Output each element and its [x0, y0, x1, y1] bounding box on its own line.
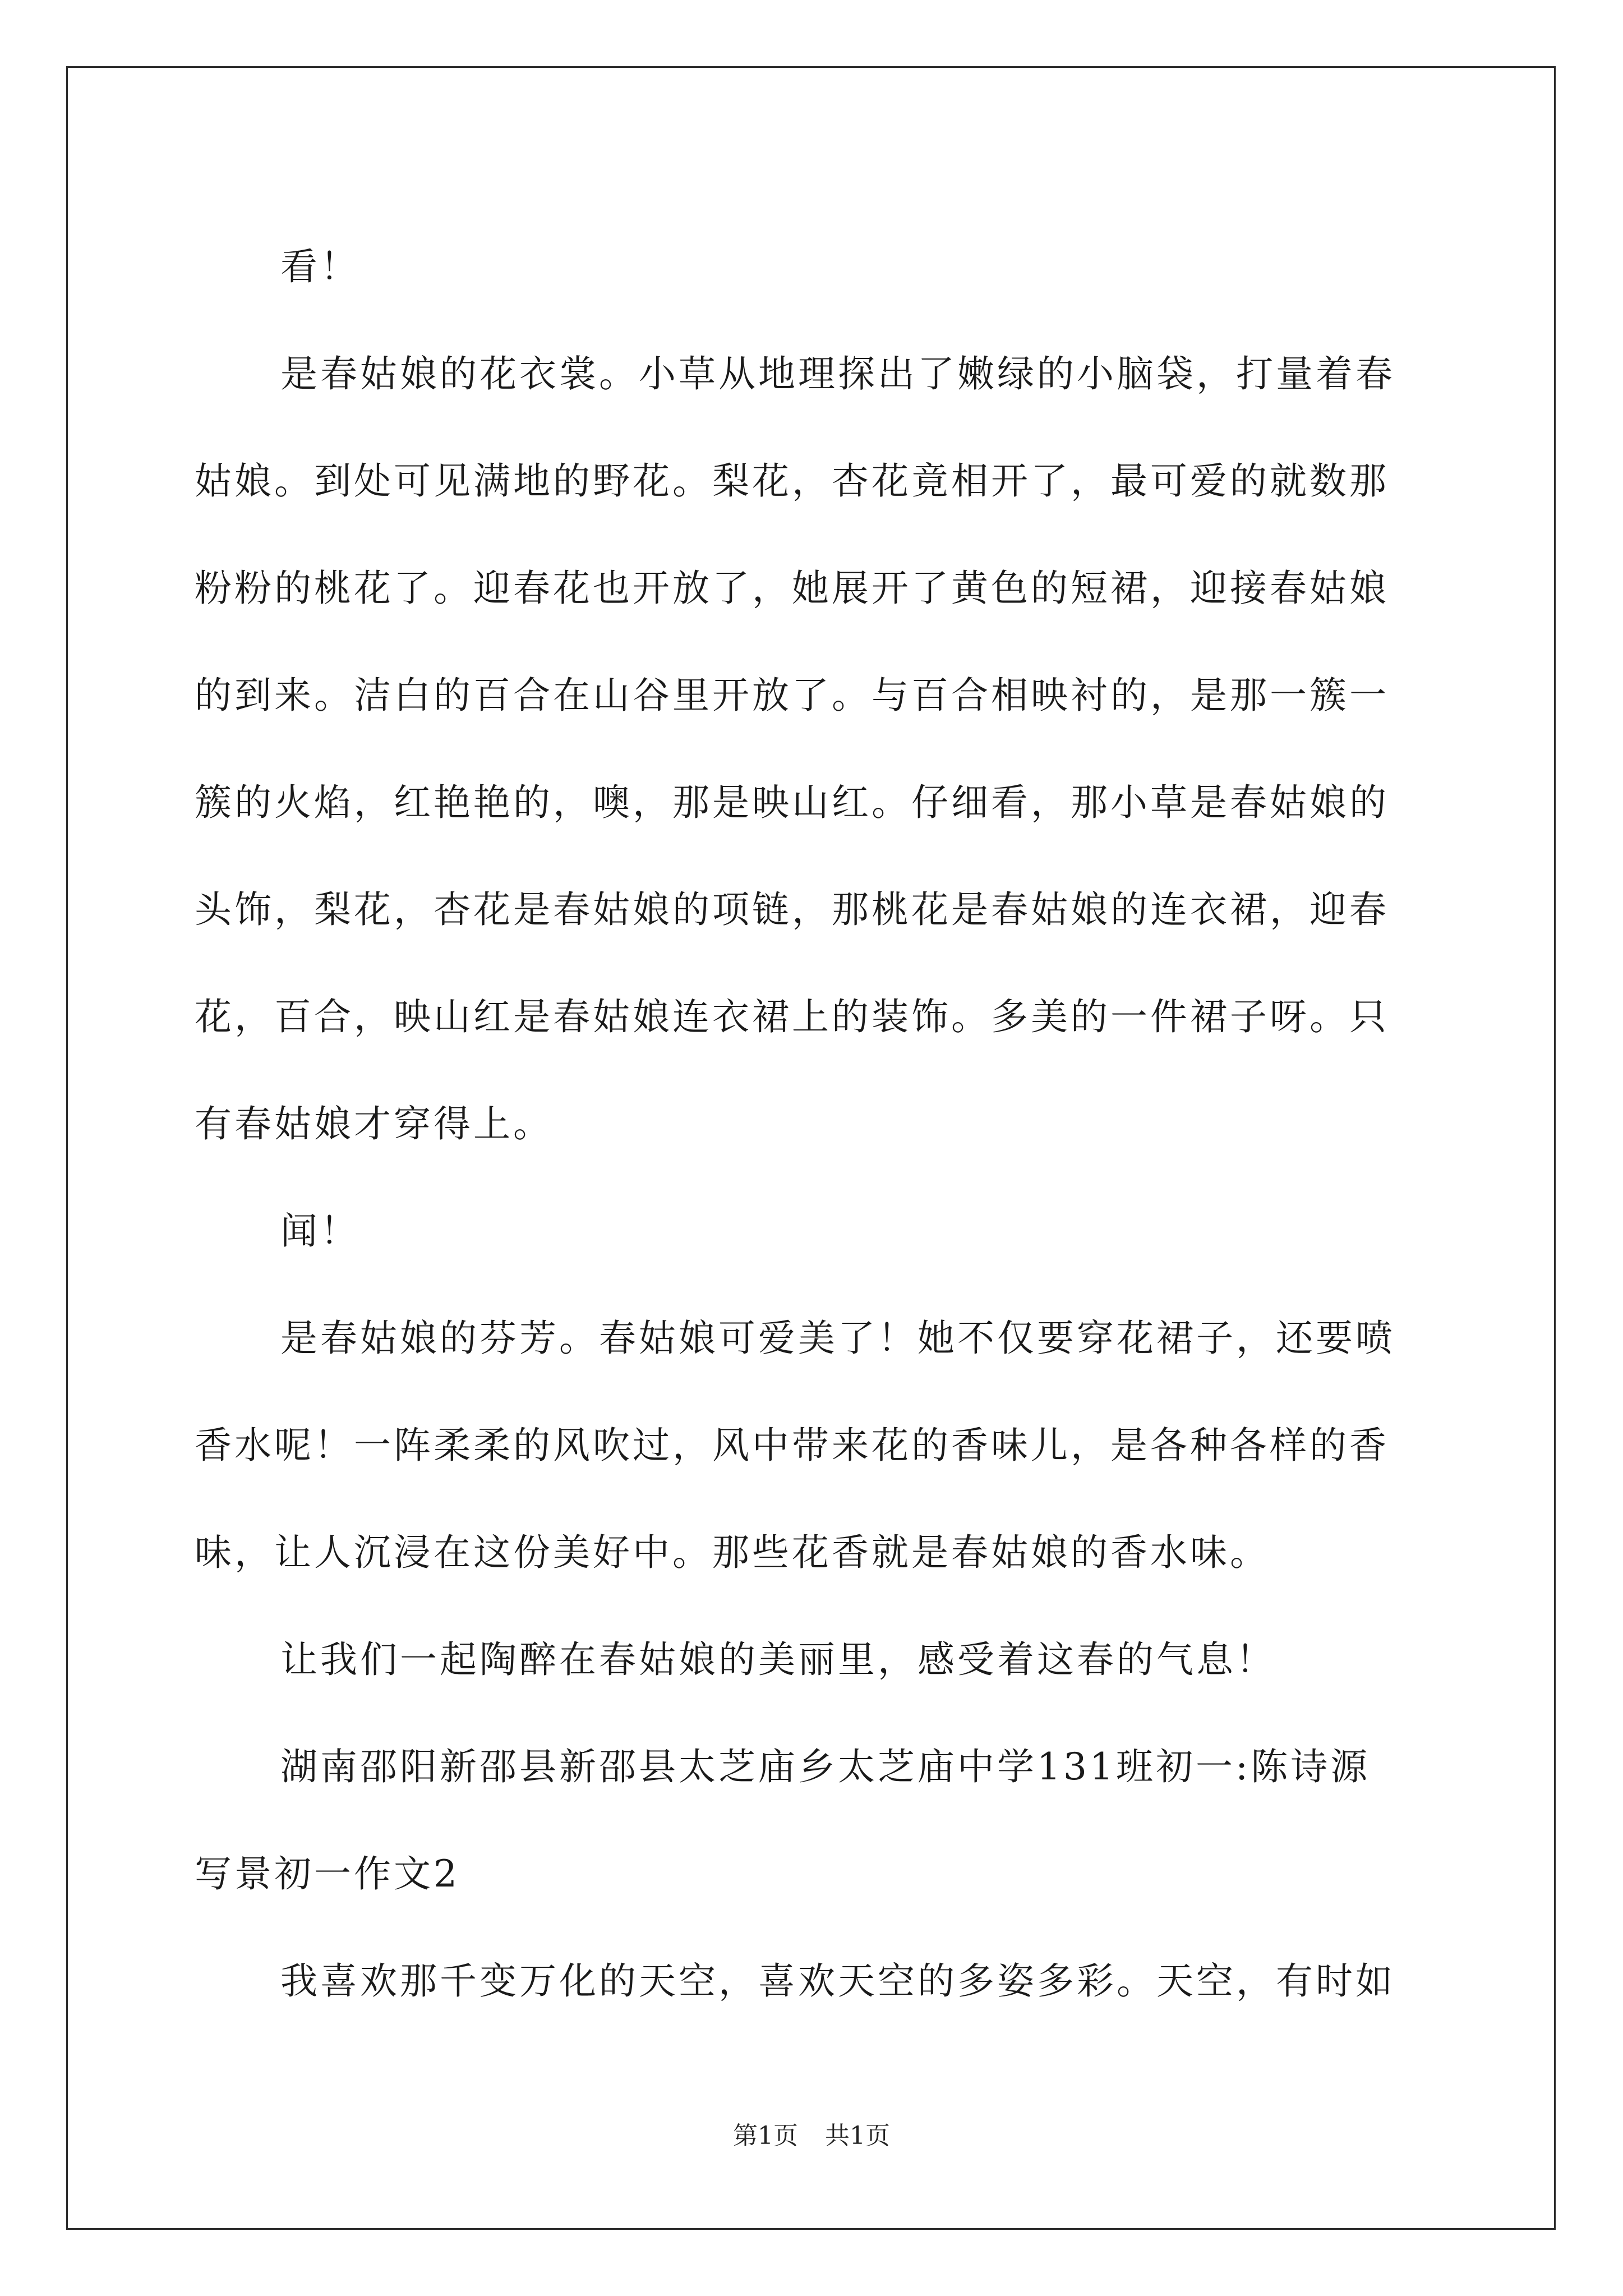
paragraph-sky: 我喜欢那千变万化的天空，喜欢天空的多姿多彩。天空，有时如: [280, 1959, 1395, 2003]
paragraph-flower-dress: 是春姑娘的花衣裳。小草从地理探出了嫩绿的小脑袋，打量着春姑娘。到处可见满地的野花。梨花，杏花竟相开了，最可爱的就数那粉粉的桃花了。迎春花也开放了，她展开了黄色的短裙，迎接春姑娘的到来。洁白的百合在山谷里开放了。与百合相映衬的，是那一簇一簇的火焰，红艳艳的，噢，那是映山红。仔细看，那小草是春姑娘的头饰，梨花，杏花是春姑娘的项链，那桃花是春姑娘的连衣裙，迎春花，百合，映山红是春姑娘连衣裙上的装饰。多美的一件裙子呀。只有春姑娘才穿得上。: [195, 352, 1395, 1145]
paragraph-fragrance: 是春姑娘的芬芳。春姑娘可爱美了！她不仅要穿花裙子，还要喷香水呢！一阵柔柔的风吹过，风中带来花的香味儿，是各种各样的香味，让人沉浸在这份美好中。那些花香就是春姑娘的香水味。: [195, 1317, 1395, 1574]
document-body: [195, 213, 1428, 2035]
paragraph-look: 看！: [280, 245, 360, 288]
page-number: 第1页: [733, 2122, 798, 2150]
paragraph-author: 湖南邵阳新邵县新邵县太芝庙乡太芝庙中学131班初一:陈诗源: [280, 1745, 1371, 1788]
paragraph-conclusion: 让我们一起陶醉在春姑娘的美丽里，感受着这春的气息！: [280, 1638, 1276, 1681]
page-total: 共1页: [825, 2122, 890, 2150]
paragraph-smell: 闻！: [280, 1209, 360, 1253]
page-footer: [0, 2119, 1623, 2153]
section-title: 写景初一作文2: [195, 1852, 460, 1895]
